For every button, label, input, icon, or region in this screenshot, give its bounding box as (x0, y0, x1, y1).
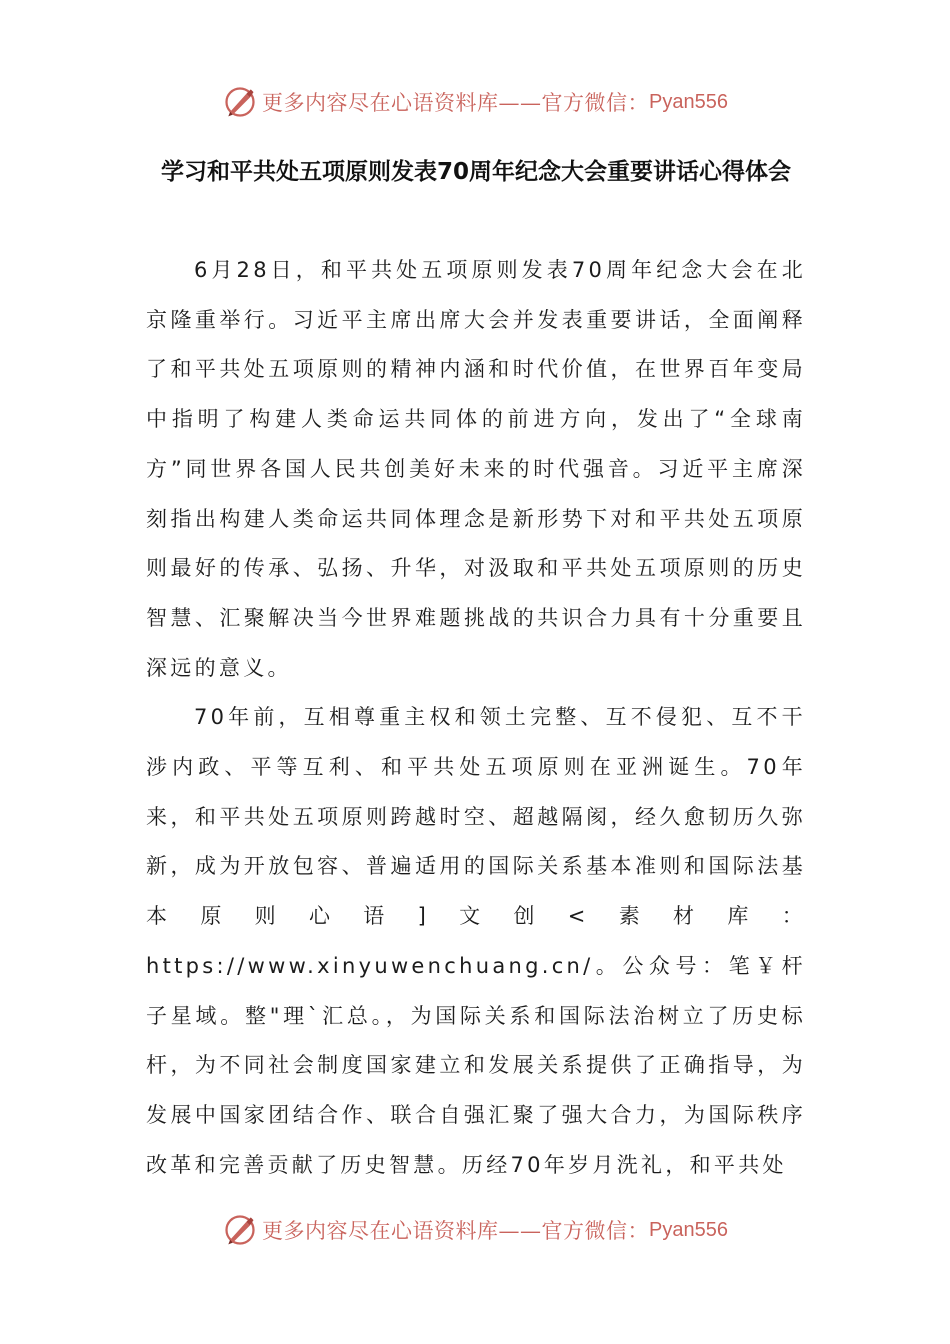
footer-contact-text: Pyan556 (649, 1218, 728, 1241)
pen-logo-icon (222, 84, 258, 120)
document-body (146, 246, 806, 1190)
footer-brand-text: 更多内容尽在心语资料库——官方微信： (262, 1219, 650, 1243)
header-contact-text: Pyan556 (649, 90, 728, 113)
paragraph-2: 70年前，互相尊重主权和领土完整、互不侵犯、互不干涉内政、平等互利、和平共处五项原则在亚洲诞生。70年来，和平共处五项原则跨越时空、超越隔阂，经久愈韧历久弥新，成为开放包容、普遍适用的国际关系基本准则和国际法基本原则心语]文创<素材库：https://www.xinyuwenchuang.cn/。公众号：笔￥杆子星域。整"理`汇总。，为国际关系和国际法治树立了历史标杆，为不同社会制度国家建立和发展关系提供了正确指导，为发展中国家团结合作、联合自强汇聚了强大合力，为国际秩序改革和完善贡献了历史智慧。历经70年岁月洗礼，和平共处 (146, 705, 806, 1177)
document-title: 学习和平共处五项原则发表70周年纪念大会重要讲话心得体会 (160, 159, 791, 185)
header-watermark (0, 80, 950, 124)
pen-logo-icon (222, 1212, 258, 1248)
footer-watermark (0, 1208, 950, 1252)
paragraph-1: 6月28日，和平共处五项原则发表70周年纪念大会在北京隆重举行。习近平主席出席大会并发表重要讲话，全面阐释了和平共处五项原则的精神内涵和时代价值，在世界百年变局中指明了构建人类命运共同体的前进方向，发出了“全球南方”同世界各国人民共创美好未来的时代强音。习近平主席深刻指出构建人类命运共同体理念是新形势下对和平共处五项原则最好的传承、弘扬、升华，对汲取和平共处五项原则的历史智慧、汇聚解决当今世界难题挑战的共识合力具有十分重要且深远的意义。 (146, 258, 806, 680)
header-brand-text: 更多内容尽在心语资料库——官方微信： (262, 91, 650, 115)
